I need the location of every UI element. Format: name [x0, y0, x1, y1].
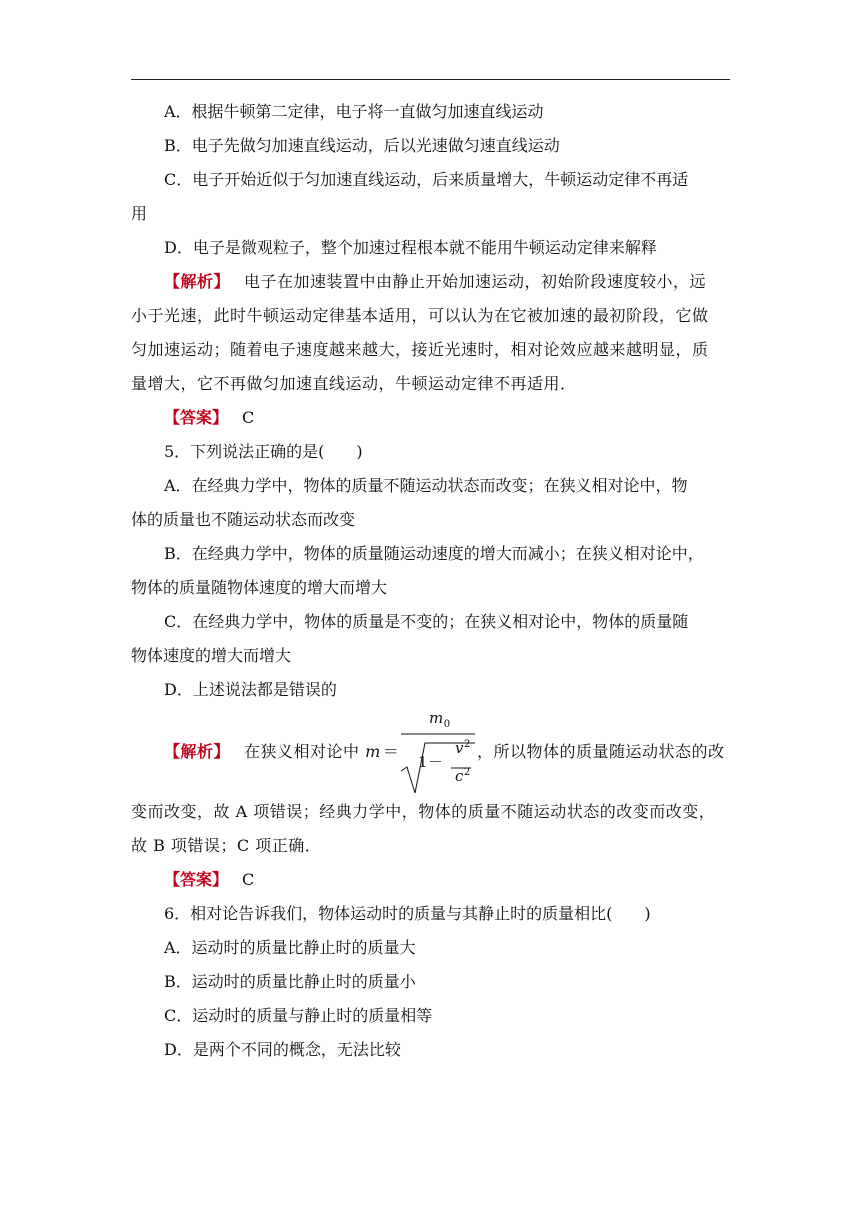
formula-c-power: 2: [463, 767, 471, 778]
q6-option-c: C．运动时的质量与静止时的质量相等: [164, 1006, 433, 1025]
q5-analysis-lead: [164, 735, 399, 769]
formula-v-squared: [455, 739, 471, 757]
formula-equals: ＝: [382, 742, 400, 761]
q6-stem: 6．相对论告诉我们，物体运动时的质量与其静止时的质量相比( ): [164, 904, 651, 923]
q4-option-a: A．根据牛顿第二定律，电子将一直做匀加速直线运动: [164, 102, 544, 121]
q4-option-c-line1: C．电子开始近似于匀加速直线运动，后来质量增大，牛顿运动定律不再适: [164, 170, 689, 189]
q5-analysis-line3: 故 B 项错误；C 项正确．: [131, 836, 322, 855]
answer-tag: 【答案】: [164, 408, 229, 427]
q5-answer-value: C: [242, 870, 255, 889]
analysis-tag: 【解析】: [164, 272, 231, 291]
q5-analysis-formula-line: [131, 709, 730, 795]
answer-tag: 【答案】: [164, 870, 229, 889]
q5-stem: 5．下列说法正确的是( ): [164, 442, 363, 461]
q5-option-c-line2: 物体速度的增大而增大: [131, 646, 292, 665]
q5-option-b-line2: 物体的质量随物体速度的增大而增大: [131, 578, 388, 597]
header-rule: [131, 79, 730, 80]
formula-numerator: [429, 709, 451, 730]
q6-option-b: B．运动时的质量比静止时的质量小: [164, 972, 416, 991]
q4-analysis-text1: 电子在加速装置中由静止开始加速运动，初始阶段速度较小，远: [244, 272, 707, 291]
q4-analysis-line1: [131, 265, 730, 299]
q4-analysis-line3: 匀加速运动；随着电子速度越来越大，接近光速时，相对论效应越来越明显，质: [131, 340, 709, 359]
q4-analysis-line4: 量增大，它不再做匀加速直线运动，牛顿运动定律不再适用．: [131, 374, 577, 393]
q5-option-a-line1: A．在经典力学中，物体的质量不随运动状态而改变；在狭义相对论中，物: [164, 476, 688, 495]
formula-numerator-m: m: [429, 709, 444, 727]
q5-analysis-lead-text: 在狭义相对论中: [244, 742, 360, 761]
formula-v: v: [455, 739, 464, 757]
q4-option-d: D．电子是微观粒子，整个加速过程根本就不能用牛顿运动定律来解释: [164, 238, 657, 257]
formula-c: c: [455, 767, 464, 785]
q5-option-a-line2: 体的质量也不随运动状态而改变: [131, 510, 356, 529]
analysis-tag: 【解析】: [164, 742, 231, 761]
q4-answer-value: C: [242, 408, 255, 427]
formula-numerator-sub: 0: [443, 719, 451, 730]
q5-option-b-line1: B．在经典力学中，物体的质量随运动速度的增大而减小；在狭义相对论中，: [164, 544, 704, 563]
q5-answer: [131, 863, 730, 897]
q6-option-d: D．是两个不同的概念，无法比较: [164, 1040, 401, 1059]
q5-analysis-trail: ，所以物体的质量随运动状态的改: [477, 742, 725, 761]
formula-v-power: 2: [463, 739, 471, 750]
q5-analysis-line2: 变而改变，故 A 项错误；经典力学中，物体的质量不随运动状态的改变而改变，: [131, 802, 716, 821]
q6-option-a: A．运动时的质量比静止时的质量大: [164, 938, 416, 957]
q5-option-d: D．上述说法都是错误的: [164, 680, 337, 699]
formula-one-minus: 1－: [418, 753, 444, 771]
q4-analysis-line2: 小于光速，此时牛顿运动定律基本适用，可以认为在它被加速的最初阶段，它做: [131, 306, 709, 325]
document-body: [131, 95, 730, 1067]
formula-m: m: [365, 742, 381, 761]
formula-c-squared: [455, 767, 471, 785]
mass-formula: [399, 709, 477, 795]
q4-answer: [131, 401, 730, 435]
q4-option-c-line2: 用: [131, 204, 148, 223]
q5-option-c-line1: C．在经典力学中，物体的质量是不变的；在狭义相对论中，物体的质量随: [164, 612, 689, 631]
q4-option-b: B．电子先做匀加速直线运动，后以光速做匀速直线运动: [164, 136, 560, 155]
